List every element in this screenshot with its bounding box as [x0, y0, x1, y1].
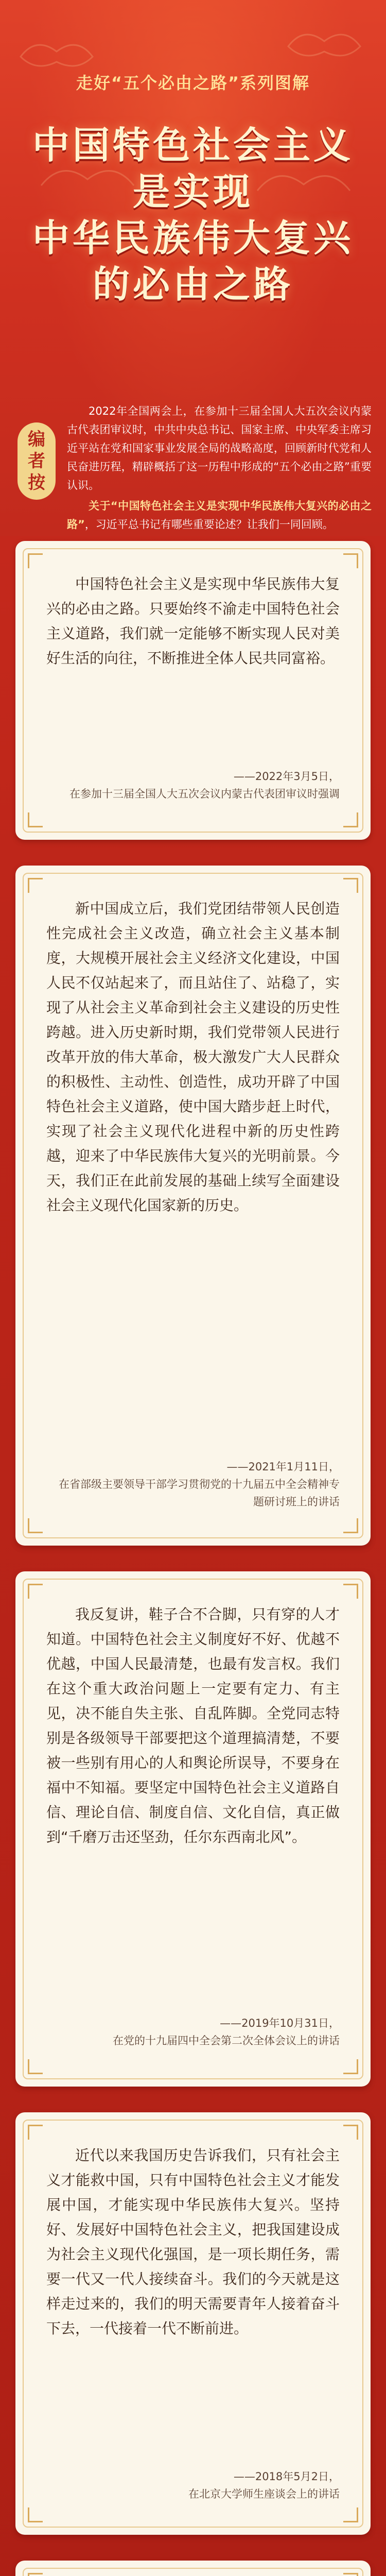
main-title-line-2: 是实现	[132, 170, 253, 213]
corner-ornament-icon	[343, 2507, 358, 2522]
corner-ornament-icon	[28, 812, 43, 827]
editor-note-paragraph-1: 2022年全国两会上，在参加十三届全国人大五次会议内蒙古代表团审议时，中共中央总书记、国家主席、中央军委主席习近平站在党和国家事业发展全局的战略高度，回顾新时代党和人民奋进历程，精辟概括了这一历程中形成的“五个必由之路”重要认识。	[67, 405, 372, 492]
quote-date: ——2019年10月31日，	[220, 2017, 340, 2029]
quote-text	[46, 896, 340, 1218]
quote-occasion: 在省部级主要领导干部学习贯彻党的十九届五中全会精神专题研讨班上的讲话	[59, 1478, 340, 1508]
quote-paragraph: 我反复讲，鞋子合不合脚，只有穿的人才知道。中国特色社会主义制度好不好、优越不优越，中国人民最清楚，也最有发言权。我们在这个重大政治问题上一定要有定力、有主见，决不能自失主张、自乱阵脚。全党同志特别是各级领导干部要把这个道理搞清楚，不要被一些别有用心的人和舆论所误导，不要身在福中不知福。要坚定中国特色社会主义道路自信、理论自信、制度自信、文化自信，真正做到“千磨万击还坚劲，任尔东西南北风”。	[46, 1606, 340, 1845]
corner-ornament-icon	[28, 1584, 43, 1599]
quote-source	[51, 2014, 340, 2049]
corner-ornament-icon	[343, 1584, 358, 1599]
quote-source	[51, 2468, 340, 2503]
editor-badge-char-2: 者	[28, 451, 45, 471]
quote-occasion: 在党的十九届四中全会第二次全体会议上的讲话	[113, 2035, 340, 2047]
corner-ornament-icon	[28, 2125, 43, 2140]
editor-note	[67, 402, 372, 536]
quote-text	[46, 2143, 340, 2341]
quote-card-1	[15, 541, 371, 840]
corner-ornament-icon	[343, 2059, 358, 2074]
corner-ornament-icon	[28, 878, 43, 893]
quote-paragraph: 近代以来我国历史告诉我们，只有社会主义才能救中国，只有中国特色社会主义才能发展中国，才能实现中华民族伟大复兴。坚持好、发展好中国特色社会主义，把我国建设成为社会主义现代化强国，是一项长期任务，需要一代又一代人接续奋斗。我们的今天就是这样走过来的，我们的明天需要青年人接着奋斗下去，一代接着一代不断前进。	[46, 2147, 340, 2337]
corner-ornament-icon	[28, 1518, 43, 1533]
quote-paragraph: 新中国成立后，我们党团结带领人民创造性完成社会主义改造，确立社会主义基本制度，大规模开展社会主义经济文化建设，中国人民不仅站起来了，而且站住了、站稳了，实现了从社会主义革命到社会主义建设的历史性跨越。进入历史新时期，我们党带领人民进行改革开放的伟大革命，极大激发广大人民群众的积极性、主动性、创造性，成功开辟了中国特色社会主义道路，使中国大踏步赶上时代，实现了社会主义现代化进程中新的历史性跨越，迎来了中华民族伟大复兴的光明前景。今天，我们正在此前发展的基础上续写全面建设社会主义现代化国家新的历史。	[46, 900, 340, 1214]
corner-ornament-icon	[343, 878, 358, 893]
main-title-line-3: 中华民族伟大复兴	[32, 216, 354, 260]
editor-note-badge	[17, 422, 56, 500]
corner-ornament-icon	[28, 2507, 43, 2522]
series-title: 走好“五个必由之路”系列图解	[76, 73, 310, 93]
quote-occasion: 在北京大学师生座谈会上的讲话	[188, 2488, 340, 2500]
quote-card-3	[15, 1571, 371, 2087]
header-banner	[0, 0, 386, 536]
editor-note-paragraph-2	[67, 497, 372, 534]
quote-paragraph: 中国特色社会主义是实现中华民族伟大复兴的必由之路。只要始终不渝走中国特色社会主义道路，我们就一定能够不断实现人民对美好生活的向往，不断推进全体人民共同富裕。	[46, 575, 340, 667]
quote-source	[51, 1458, 340, 1511]
corner-ornament-icon	[28, 553, 43, 568]
corner-ornament-icon	[343, 2125, 358, 2140]
main-title-line-1: 中国特色社会主义	[32, 123, 354, 167]
corner-ornament-icon	[343, 2573, 358, 2576]
quote-occasion: 在参加十三届全国人大五次会议内蒙古代表团审议时强调	[69, 788, 340, 800]
corner-ornament-icon	[343, 553, 358, 568]
quote-text	[46, 1602, 340, 1850]
quote-card-5	[15, 2561, 371, 2576]
editor-note-rest: ，习近平总书记有哪些重要论述？让我们一同回顾。	[84, 518, 334, 531]
quote-source	[51, 768, 340, 803]
editor-note-highlight: 关于“中国特色社会主义是实现中华民族伟大复兴的必由之路”	[67, 500, 372, 531]
main-title-line-4: 的必由之路	[92, 262, 293, 306]
quote-date: ——2022年3月5日，	[233, 770, 340, 783]
quote-date: ——2018年5月2日，	[233, 2470, 340, 2483]
corner-ornament-icon	[28, 2573, 43, 2576]
corner-ornament-icon	[343, 812, 358, 827]
quote-card-4	[15, 2112, 371, 2535]
quote-date: ——2021年1月11日，	[226, 1461, 340, 1473]
editor-badge-char-3: 按	[28, 472, 45, 493]
corner-ornament-icon	[343, 1518, 358, 1533]
corner-ornament-icon	[28, 2059, 43, 2074]
quote-card-2	[15, 866, 371, 1546]
quote-text	[46, 572, 340, 671]
editor-badge-char-1: 编	[28, 429, 45, 450]
